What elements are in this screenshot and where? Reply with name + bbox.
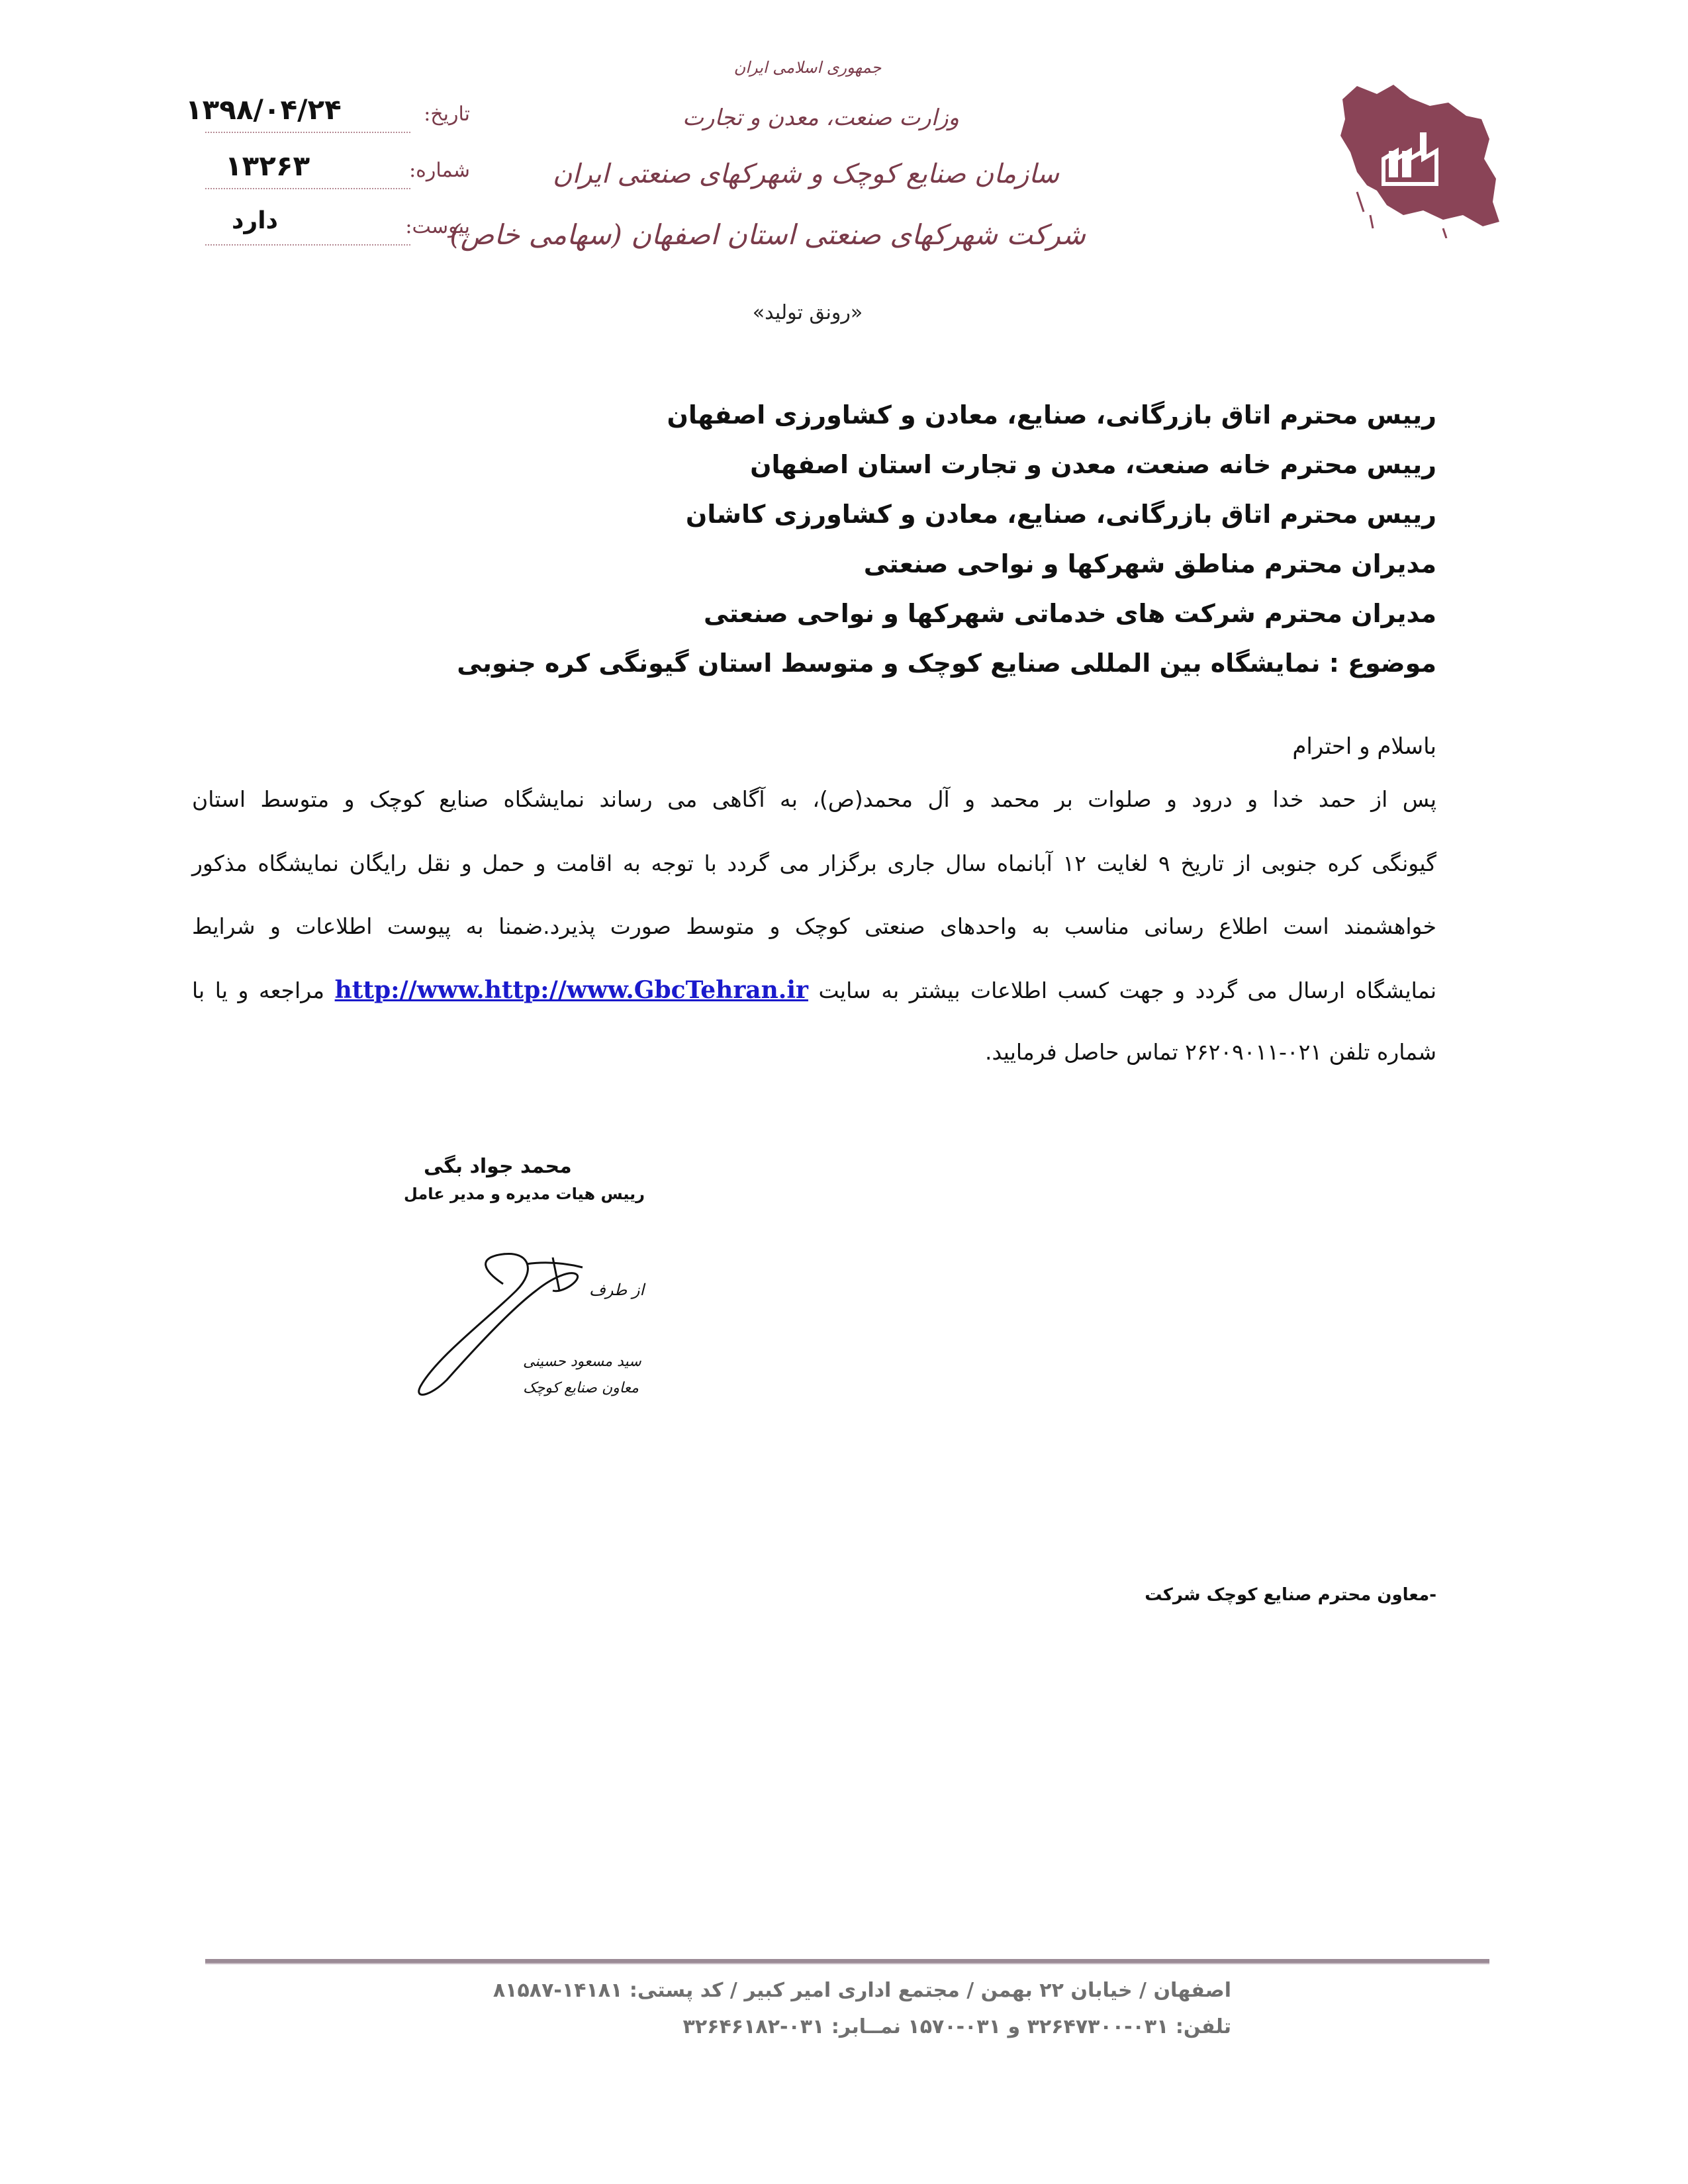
date-label: تاریخ: bbox=[424, 103, 470, 126]
cc-line: -معاون محترم صنایع کوچک شرکت bbox=[1145, 1585, 1436, 1605]
website-link[interactable]: http://www.http://www.GbcTehran.ir bbox=[334, 976, 808, 1004]
addressee-2: رییس محترم خانه صنعت، معدن و تجارت استان اصفهان bbox=[750, 450, 1436, 479]
letterhead-republic: جمهوری اسلامی ایران bbox=[733, 58, 882, 77]
on-behalf-label: از طرف bbox=[589, 1281, 645, 1299]
slogan: «رونق تولید» bbox=[752, 301, 863, 324]
addressee-3: رییس محترم اتاق بازرگانی، صنایع، معادن و کشاورزی کاشان bbox=[685, 500, 1436, 529]
footer-phones: تلفن: ۰۳۱-۳۲۶۴۷۳۰۰ و ۰۳۱-۱۵۷۰ نمــابر: ۰۳۱-۳۲۶۴۶۱۸۲ bbox=[682, 2015, 1231, 2038]
body-line-2: گیونگی کره جنوبی از تاریخ ۹ لغایت ۱۲ آبانماه سال جاری برگزار می گردد با توجه به اقامت و حمل و نقل رایگان نمایشگاه مذکور bbox=[192, 850, 1436, 876]
attachment-value: دارد bbox=[232, 207, 279, 234]
footer-address: اصفهان / خیابان ۲۲ بهمن / مجتمع اداری امیر کبیر / کد پستی: ۱۴۱۸۱-۸۱۵۸۷ bbox=[492, 1979, 1231, 2002]
attachment-dots bbox=[205, 244, 410, 246]
body-line-1: پس از حمد خدا و درود و صلوات بر محمد و آل محمد(ص)، به آگاهی می رساند نمایشگاه صنایع کوچک و متوسط استان bbox=[192, 786, 1436, 812]
letterhead-company: شرکت شهرکهای صنعتی استان اصفهان (سهامی خاص) bbox=[449, 218, 1086, 251]
body-line-3: خواهشمند است اطلاع رسانی مناسب به واحدهای صنعتی کوچک و متوسط صورت پذیرد.ضمنا به پیوست اطلاعات و شرایط bbox=[192, 913, 1436, 939]
number-label: شماره: bbox=[409, 159, 470, 182]
body-line-5: شماره تلفن ۰۲۱-۲۶۲۰۹۰۱۱ تماس حاصل فرمایید. bbox=[984, 1039, 1436, 1065]
company-logo bbox=[1331, 79, 1503, 238]
date-dots bbox=[205, 132, 410, 133]
number-value: ۱۳۲۶۳ bbox=[225, 150, 310, 182]
signatory-title: رییس هیات مدیره و مدیر عامل bbox=[404, 1185, 645, 1203]
body-line-4 bbox=[192, 976, 1436, 1004]
addressee-1: رییس محترم اتاق بازرگانی، صنایع، معادن و کشاورزی اصفهان bbox=[667, 400, 1436, 430]
greeting: باسلام و احترام bbox=[1292, 733, 1436, 760]
body-line-4-start: نمایشگاه ارسال می گردد و جهت کسب اطلاعات بیشتر به سایت bbox=[818, 978, 1436, 1003]
letterhead-ministry: وزارت صنعت، معدن و تجارت bbox=[682, 105, 959, 131]
footer-divider bbox=[205, 1959, 1489, 1964]
number-row bbox=[179, 150, 477, 199]
body-line-4-end: مراجعه و یا با bbox=[192, 978, 325, 1003]
subject-line: موضوع : نمایشگاه بین المللی صنایع کوچک و متوسط استان گیونگی کره جنوبی bbox=[457, 649, 1436, 678]
attachment-row bbox=[179, 207, 477, 255]
date-row bbox=[179, 93, 477, 142]
attachment-label: پیوست: bbox=[405, 215, 470, 238]
addressee-5: مدیران محترم شرکت های خدماتی شهرکها و نواحی صنعتی bbox=[704, 599, 1436, 628]
number-dots bbox=[205, 188, 410, 189]
signer-name: سید مسعود حسینی bbox=[523, 1353, 641, 1370]
date-value: ۱۳۹۸/۰۴/۲۴ bbox=[185, 93, 342, 126]
addressee-4: مدیران محترم مناطق شهرکها و نواحی صنعتی bbox=[863, 549, 1436, 578]
signer-title: معاون صنایع کوچک bbox=[523, 1380, 639, 1396]
signatory-name: محمد جواد بگی bbox=[424, 1155, 572, 1178]
letterhead-organization: سازمان صنایع کوچک و شهرکهای صنعتی ایران bbox=[552, 159, 1059, 189]
